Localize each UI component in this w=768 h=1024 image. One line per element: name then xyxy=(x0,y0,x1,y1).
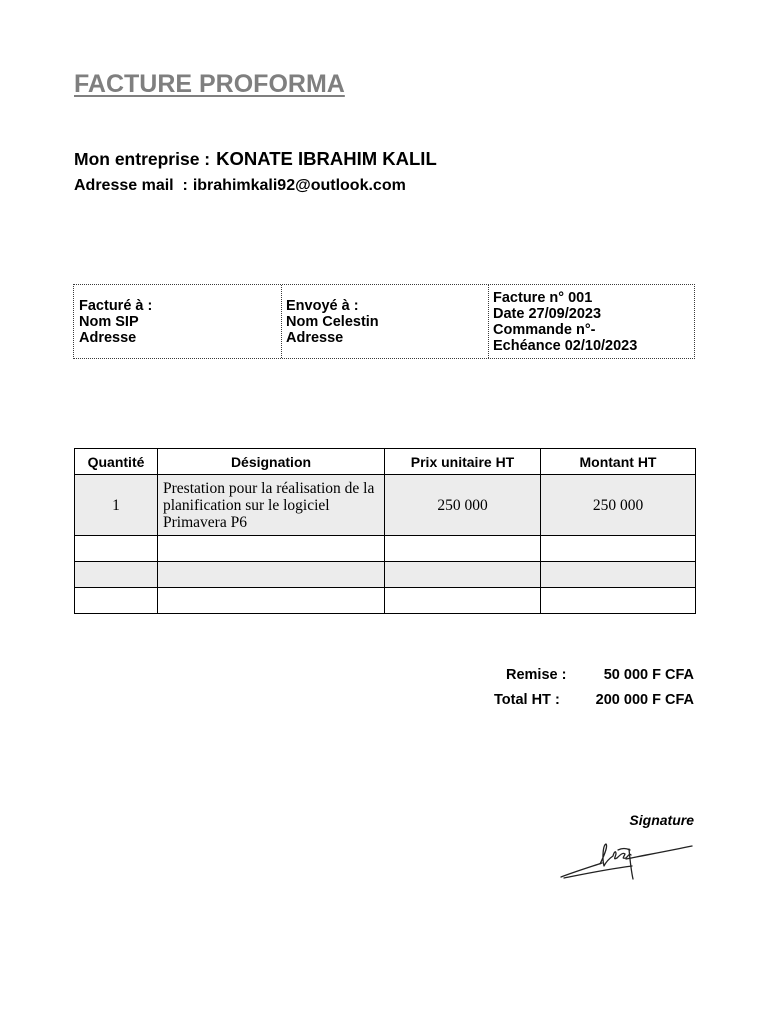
billed-to-name: Nom SIP xyxy=(79,313,139,330)
col-header-amount: Montant HT xyxy=(541,449,696,475)
discount-label: Remise : xyxy=(506,667,567,683)
cell-designation xyxy=(158,562,385,588)
company-line xyxy=(74,148,437,172)
cell-unit-price xyxy=(385,588,541,614)
table-header-row xyxy=(75,449,696,475)
col-header-quantity: Quantité xyxy=(75,449,158,475)
sent-to-heading: Envoyé à : xyxy=(286,297,359,314)
signature-stroke xyxy=(600,844,631,866)
items-table xyxy=(74,448,696,614)
due-date: Echéance 02/10/2023 xyxy=(493,337,638,354)
cell-quantity xyxy=(75,588,158,614)
invoice-date: Date 27/09/2023 xyxy=(493,305,602,322)
sent-to-cell xyxy=(281,285,488,358)
invoice-number: Facture n° 001 xyxy=(493,289,593,306)
cell-designation xyxy=(158,588,385,614)
discount-value: 50 000 F CFA xyxy=(603,667,694,683)
email-line xyxy=(74,176,406,196)
cell-amount: 250 000 xyxy=(541,475,696,536)
cell-unit-price xyxy=(385,536,541,562)
sent-to-address: Adresse xyxy=(286,329,344,346)
company-label: Mon entreprise : xyxy=(74,149,211,169)
cell-amount xyxy=(541,536,696,562)
cell-designation: Prestation pour la réalisation de la planification sur le logiciel Primavera P6 xyxy=(158,475,385,536)
cell-quantity: 1 xyxy=(75,475,158,536)
order-number: Commande n°- xyxy=(493,321,596,338)
total-ht-label: Total HT : xyxy=(494,692,560,708)
page-title: FACTURE PROFORMA xyxy=(74,70,345,98)
company-name: KONATE IBRAHIM KALIL xyxy=(216,148,437,169)
billed-to-heading: Facturé à : xyxy=(79,297,153,314)
signature-drawing xyxy=(556,836,696,884)
cell-designation xyxy=(158,536,385,562)
cell-unit-price: 250 000 xyxy=(385,475,541,536)
cell-quantity xyxy=(75,536,158,562)
invoice-meta-cell xyxy=(488,285,694,358)
table-row xyxy=(75,536,696,562)
table-row xyxy=(75,588,696,614)
table-row xyxy=(75,475,696,536)
cell-quantity xyxy=(75,562,158,588)
signature-label: Signature xyxy=(629,812,694,828)
billed-to-cell xyxy=(74,285,281,358)
cell-unit-price xyxy=(385,562,541,588)
signature-stroke xyxy=(618,849,630,851)
col-header-unit-price: Prix unitaire HT xyxy=(385,449,541,475)
email-value: ibrahimkali92@outlook.com xyxy=(192,177,406,194)
total-ht-value: 200 000 F CFA xyxy=(595,692,694,708)
signature-stroke xyxy=(626,846,692,859)
cell-amount xyxy=(541,588,696,614)
signature-stroke xyxy=(629,849,633,879)
cell-amount xyxy=(541,562,696,588)
sent-to-name: Nom Celestin xyxy=(286,313,379,330)
col-header-designation: Désignation xyxy=(158,449,385,475)
email-label: Adresse mail : xyxy=(74,177,188,194)
billed-to-address: Adresse xyxy=(79,329,137,346)
table-row xyxy=(75,562,696,588)
parties-box xyxy=(73,284,695,359)
